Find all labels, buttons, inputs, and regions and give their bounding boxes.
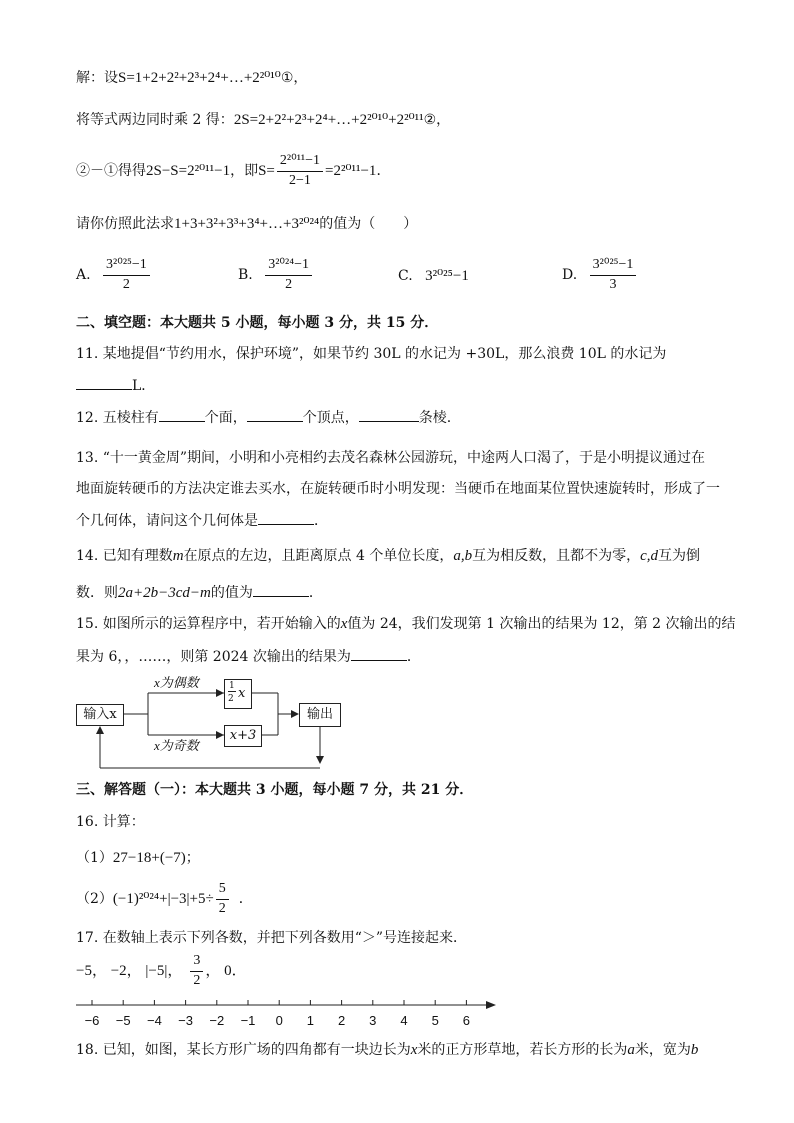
item-label: （2） <box>76 891 113 907</box>
section-2-heading: 二、填空题：本大题共 5 小题，每小题 3 分，共 15 分． <box>76 315 439 331</box>
fraction-numerator: 3²⁰²⁵−1 <box>103 256 150 276</box>
number-line-tick-label: 1 <box>306 1013 315 1028</box>
plus-three-label: x+3 <box>229 728 257 743</box>
choice-label: C. <box>398 268 413 284</box>
odd-condition-label: x为奇数 <box>154 738 199 753</box>
number-line <box>0 995 794 1035</box>
three-halves-fraction <box>190 952 203 990</box>
number-list: −5， −2， |−5|， <box>76 963 183 979</box>
even-condition-label: x为偶数 <box>154 675 199 690</box>
variable-a: a <box>627 1042 635 1058</box>
item-expression: (−1)²⁰²⁴+|−3|+5÷ <box>112 891 214 907</box>
equation-marker: ②， <box>423 112 451 128</box>
variable-x: x <box>410 1042 418 1058</box>
half-numerator: 1 <box>229 681 235 691</box>
output-label: 输出 <box>306 707 333 722</box>
example-text: 解：设 <box>76 70 118 86</box>
period: ． <box>314 513 328 529</box>
period: ． <box>376 163 391 179</box>
equation-marker: ② <box>76 163 90 179</box>
variables-cd: c,d <box>640 548 659 564</box>
question-text: 18. 已知，如图，某长方形广场的四角都有一块边长为 <box>76 1042 411 1058</box>
expression: 2a+2b−3cd−m <box>118 585 211 601</box>
question-text: 个几何体，请问这个几何体是 <box>76 513 258 529</box>
variables-ab: a,b <box>453 548 473 564</box>
flowchart-output-box <box>299 703 341 727</box>
question-16-item-1 <box>76 848 200 868</box>
sum-equation: S=1+2+2²+2³+2⁴+…+2²⁰¹⁰ <box>118 70 281 86</box>
question-text: 12. 五棱柱有 <box>76 410 159 426</box>
number-line-tick-label: 3 <box>369 1013 377 1028</box>
period: ． <box>238 891 253 907</box>
half-x-box <box>224 679 252 709</box>
number-line-tick-label: −6 <box>84 1013 100 1028</box>
question-17-numbers <box>76 952 247 990</box>
number-list: ， 0． <box>205 963 247 979</box>
question-11-line-1: 11. 某地提倡“节约用水，保护环境”，如果节约 30L 的水记为 +30L，那么浪费 10L 的水记为 <box>76 346 667 362</box>
item-fraction <box>216 880 229 918</box>
question-text: L． <box>132 378 156 394</box>
fraction-numerator: 3²⁰²⁵−1 <box>590 256 637 276</box>
fraction-denominator: 2−1 <box>288 173 311 188</box>
question-text: 果为 6，，……，则第 2024 次输出的结果为 <box>76 649 351 665</box>
number-line-tick-label: 6 <box>462 1013 471 1028</box>
number-line-tick-label: −4 <box>146 1013 162 1028</box>
period: ． <box>308 585 323 601</box>
number-line-tick-label: −3 <box>178 1013 194 1028</box>
difference-equation: 2S−S=2²⁰¹¹−1 <box>146 163 231 179</box>
question-text: 互为相反数，且都不为零， <box>472 548 641 564</box>
fraction-numerator: 3 <box>190 952 203 972</box>
question-text: 在原点的左边，且距离原点 4 个单位长度， <box>183 548 454 564</box>
number-line-tick-label: −2 <box>209 1013 225 1028</box>
example-text: 将等式两边同时乘 2 得： <box>76 112 234 128</box>
number-line-tick-label: 2 <box>337 1013 346 1028</box>
fraction-denominator: 2 <box>218 901 226 916</box>
fraction-denominator: 3 <box>609 277 617 292</box>
question-expression: 1+3+3²+3³+3⁴+…+3²⁰²⁴ <box>174 216 320 232</box>
example-text: －①得得 <box>90 163 146 179</box>
half-variable: x <box>238 686 246 701</box>
question-text: 值为 24，我们发现第 1 次输出的结果为 12，第 2 次输出的结 <box>347 616 736 632</box>
fraction-numerator: 2²⁰¹¹−1 <box>277 152 323 172</box>
s-label: S= <box>258 163 275 179</box>
choice-label: D. <box>562 267 578 283</box>
question-16-item-2 <box>76 880 253 918</box>
question-text: 米，宽为 <box>634 1042 691 1058</box>
question-16-title: 16. 计算： <box>76 814 145 830</box>
fraction-denominator: 2 <box>193 973 201 988</box>
question-17-title: 17. 在数轴上表示下列各数，并把下列各数用“＞”号连接起来． <box>76 930 468 946</box>
section-3-heading: 三、解答题（一）：本大题共 3 小题，每小题 7 分，共 21 分． <box>76 782 474 798</box>
input-label: 输入x <box>83 707 117 722</box>
example-text: ，即 <box>230 163 259 179</box>
result-equation: =2²⁰¹¹−1 <box>325 163 377 179</box>
punctuation: ； <box>185 850 200 866</box>
half-denominator: 2 <box>228 694 234 704</box>
variable-m: m <box>172 548 184 564</box>
question-text: 的值为 <box>210 585 253 601</box>
plus-three-box <box>224 725 262 747</box>
fraction-numerator: 3²⁰²⁴−1 <box>265 256 312 276</box>
question-text: 互为倒 <box>658 548 701 564</box>
number-line-tick-label: 5 <box>431 1013 439 1028</box>
choice-label: B. <box>238 267 253 283</box>
number-line-arrow <box>486 1001 496 1009</box>
number-line-tick-label: −1 <box>240 1013 256 1028</box>
choice-label: A. <box>76 267 91 283</box>
question-13-line-1: 13. “十一黄金周”期间，小明和小亮相约去茂名森林公园游玩，中途两人口渴了，于是小明提议通过在 <box>76 450 706 466</box>
number-line-tick-label: 4 <box>400 1013 408 1028</box>
variable-b: b <box>690 1042 699 1058</box>
item-label: （1） <box>76 850 113 866</box>
question-text: 个面， <box>204 410 247 426</box>
number-line-tick-label: −5 <box>115 1013 131 1028</box>
question-text: 条棱. <box>418 410 452 426</box>
question-text: 的值为（ ） <box>319 216 418 232</box>
question-text: 15. 如图所示的运算程序中，若开始输入的 <box>76 616 341 632</box>
equation-marker: ①， <box>280 70 308 86</box>
period: ． <box>406 649 421 665</box>
question-text: 个顶点， <box>302 410 359 426</box>
variable-x: x <box>340 616 348 632</box>
choice-expression: 3²⁰²⁵−1 <box>425 268 469 284</box>
item-expression: 27−18+(−7) <box>112 850 186 866</box>
number-line-tick-label: 0 <box>275 1013 283 1028</box>
question-text: 14. 已知有理数 <box>76 548 173 564</box>
question-18-line-1 <box>76 1040 698 1060</box>
fraction-numerator: 5 <box>216 880 229 900</box>
question-text: 请你仿照此法求 <box>76 216 174 232</box>
fraction-denominator: 2 <box>122 277 130 292</box>
question-text: 米的正方形草地，若长方形的长为 <box>417 1042 628 1058</box>
question-13-line-2: 地面旋转硬币的方法决定谁去买水，在旋转硬币时小明发现：当硬币在地面某位置快速旋转时，形成了一 <box>76 481 720 497</box>
doubled-equation: 2S=2+2²+2³+2⁴+…+2²⁰¹⁰+2²⁰¹¹ <box>233 112 424 128</box>
flowchart-input-box <box>76 704 124 726</box>
question-text: 数．则 <box>76 585 118 601</box>
fraction-denominator: 2 <box>285 277 293 292</box>
